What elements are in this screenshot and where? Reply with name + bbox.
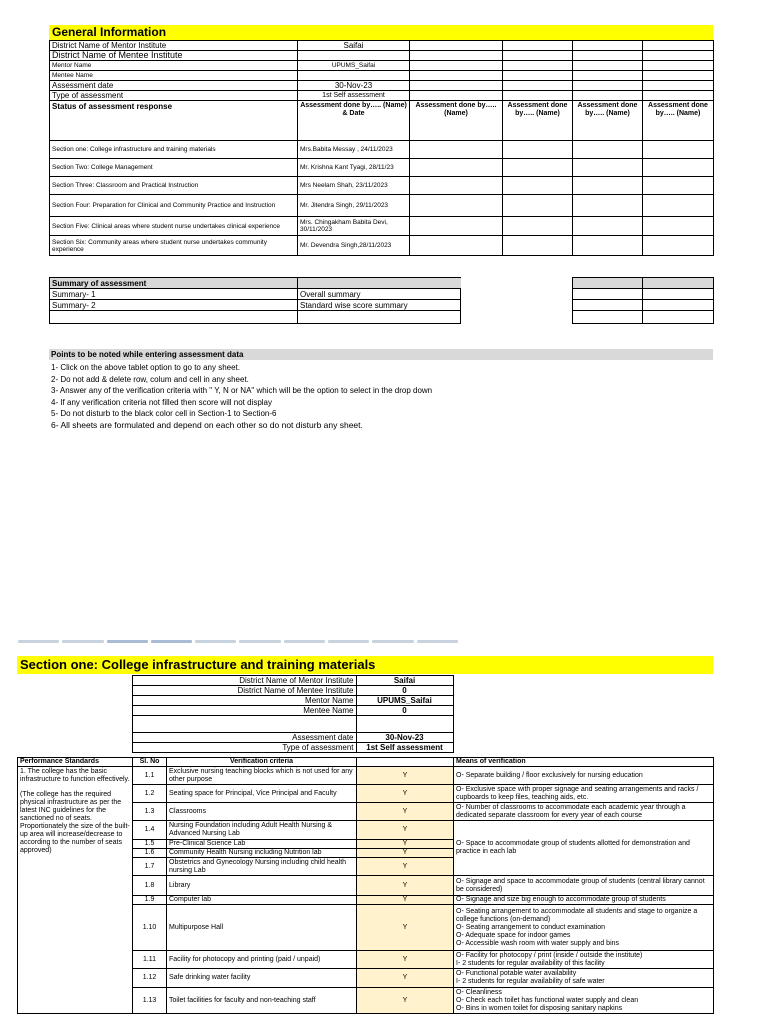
criteria-mov: O- Facility for photocopy / print (inside / outside the institute) I- 2 students for regular availability of this facility — [454, 951, 714, 969]
section-assessor[interactable]: Mrs. Chingakham Babita Devi, 30/11/2023 — [298, 217, 410, 236]
summary-row[interactable] — [50, 300, 714, 311]
section-one-info-table — [17, 675, 713, 753]
col-header-answer — [357, 758, 454, 767]
criteria-answer[interactable]: Y — [357, 767, 454, 785]
criteria-mov: O- Seating arrangement to accommodate all students and stage to organize a college functions (on-demand) O- Seating arrangement to conduct examination O- Adequate space for indoor games O- Accessible wash room with water supply and bins — [454, 905, 714, 951]
criteria-no: 1.13 — [133, 988, 167, 1014]
criteria-answer[interactable]: Y — [357, 785, 454, 803]
criteria-text: Toilet facilities for faculty and non-teaching staff — [167, 988, 357, 1014]
sheet-tab[interactable] — [372, 640, 413, 643]
section-label: Section Five: Clinical areas where student nurse undertakes clinical experience — [50, 217, 298, 236]
sheet-tab[interactable] — [328, 640, 369, 643]
sheet-tab[interactable] — [107, 640, 148, 643]
section-row — [50, 141, 714, 159]
criteria-no: 1.4 — [133, 821, 167, 840]
criteria-text: Multipurpose Hall — [167, 905, 357, 951]
criteria-no: 1.8 — [133, 876, 167, 896]
criteria-answer[interactable]: Y — [357, 969, 454, 988]
note-item: 1- Click on the above tablet option to go to any sheet. — [51, 363, 241, 372]
criteria-text: Facility for photocopy and printing (paid / unpaid) — [167, 951, 357, 969]
criteria-text: Pre-Clinical Science Lab — [167, 840, 357, 849]
criteria-text: Computer lab — [167, 896, 357, 905]
summary-label: Summary- 2 — [50, 300, 298, 311]
note-item: 6- All sheets are formulated and depend on each other so do not disturb any sheet. — [51, 419, 363, 430]
status-label: Status of assessment response — [50, 101, 298, 141]
info-label: Assessment date — [132, 733, 356, 743]
col-header-criteria: Verification criteria — [167, 758, 357, 767]
info-label: District Name of Mentor Institute — [132, 676, 356, 686]
sheet-tab[interactable] — [151, 640, 192, 643]
criteria-text: Nursing Foundation including Adult Health Nursing & Advanced Nursing Lab — [167, 821, 357, 840]
criteria-text: Safe drinking water facility — [167, 969, 357, 988]
criteria-no: 1.1 — [133, 767, 167, 785]
section-assessor[interactable]: Mr. Jitendra Singh, 29/11/2023 — [298, 195, 410, 217]
section-label: Section Three: Classroom and Practical Instruction — [50, 177, 298, 195]
criteria-answer[interactable]: Y — [357, 803, 454, 821]
note-item: 2- Do not add & delete row, colum and cell in any sheet. — [51, 374, 249, 384]
criteria-answer[interactable]: Y — [357, 858, 454, 876]
criteria-no: 1.11 — [133, 951, 167, 969]
criteria-answer[interactable]: Y — [357, 905, 454, 951]
section-one-criteria-table — [17, 757, 714, 1014]
info-label: Mentor Name — [50, 61, 298, 71]
criteria-answer[interactable]: Y — [357, 876, 454, 896]
col-header-slno: Sl. No — [133, 758, 167, 767]
criteria-no: 1.3 — [133, 803, 167, 821]
section-row — [50, 177, 714, 195]
section-label: Section Four: Preparation for Clinical and Community Practice and Instruction — [50, 195, 298, 217]
summary-label: Summary- 1 — [50, 289, 298, 300]
criteria-text: Obstetrics and Gynecology Nursing including child health nursing Lab — [167, 858, 357, 876]
info-row-mentor-name — [50, 61, 714, 71]
criteria-text: Library — [167, 876, 357, 896]
criteria-text: Classrooms — [167, 803, 357, 821]
criteria-mov: O- Signage and size big enough to accommodate group of students — [454, 896, 714, 905]
info-row-mentee-name — [50, 71, 714, 81]
sheet-tab[interactable] — [195, 640, 236, 643]
section-assessor[interactable]: Mr. Devendra Singh,28/11/2023 — [298, 236, 410, 256]
info-label: Mentee Name — [132, 706, 356, 716]
col-header-standards: Performance Standards — [18, 758, 133, 767]
section-assessor[interactable]: Mr. Krishna Kant Tyagi, 28/11/23 — [298, 159, 410, 177]
summary-title: Summary of assessment — [50, 278, 298, 289]
assessor-header: Assessment done by….. (Name) — [503, 101, 573, 141]
criteria-no: 1.7 — [133, 858, 167, 876]
criteria-mov: O- Exclusive space with proper signage and seating arrangements and racks / cupboards to keep files, teaching aids, etc. — [454, 785, 714, 803]
sheet-tab[interactable] — [62, 640, 103, 643]
info-value[interactable] — [298, 71, 410, 81]
criteria-answer[interactable]: Y — [357, 896, 454, 905]
info-value[interactable]: Saifai — [298, 41, 410, 51]
sheet-tab[interactable] — [417, 640, 458, 643]
criteria-answer[interactable]: Y — [357, 951, 454, 969]
info-label: Assessment date — [50, 81, 298, 91]
sheet-tab[interactable] — [18, 640, 59, 643]
criteria-text: Exclusive nursing teaching blocks which is not used for any other purpose — [167, 767, 357, 785]
info-value[interactable]: UPUMS_Saifai — [298, 61, 410, 71]
info-label: Mentor Name — [132, 696, 356, 706]
note-item: 4- If any verification criteria not filled then score will not display — [51, 397, 272, 407]
criteria-answer[interactable]: Y — [357, 840, 454, 849]
info-value: Saifai — [356, 676, 453, 686]
status-header-row — [50, 101, 714, 141]
info-row-assessment-type — [50, 91, 714, 101]
info-value[interactable]: 1st Self assessment — [298, 91, 410, 101]
criteria-answer[interactable]: Y — [357, 849, 454, 858]
info-label: Type of assessment — [50, 91, 298, 101]
criteria-no: 1.5 — [133, 840, 167, 849]
note-item: 5- Do not disturb to the black color cell in Section-1 to Section-6 — [51, 409, 277, 419]
criteria-mov: O- Separate building / floor exclusively for nursing education — [454, 767, 714, 785]
criteria-mov: O- Space to accommodate group of students allotted for demonstration and practice in each lab — [454, 821, 714, 876]
info-value: 0 — [356, 686, 453, 696]
criteria-mov: O- Cleanliness O- Check each toilet has functional water supply and clean O- Bins in women toilet for disposing sanitary napkins — [454, 988, 714, 1014]
sheet-tab[interactable] — [284, 640, 325, 643]
info-value: 0 — [356, 706, 453, 716]
criteria-mov: O- Number of classrooms to accommodate each academic year through a dedicated separate classroom for every year of each course — [454, 803, 714, 821]
info-label: District Name of Mentee Institute — [50, 51, 298, 61]
criteria-no: 1.12 — [133, 969, 167, 988]
criteria-no: 1.9 — [133, 896, 167, 905]
notes-title: Points to be noted while entering assessment data — [49, 349, 713, 360]
assessor-header: Assessment done by….. (Name) — [643, 101, 714, 141]
info-value[interactable] — [298, 51, 410, 61]
info-label: Type of assessment — [132, 743, 356, 753]
section-label: Section one: College infrastructure and training materials — [50, 141, 298, 159]
summary-row[interactable] — [50, 289, 714, 300]
sheet-tab[interactable] — [239, 640, 280, 643]
summary-link[interactable]: Standard wise score summary — [298, 300, 461, 311]
col-header-mov: Means of verification — [454, 758, 714, 767]
assessor-header: Assessment done by….. (Name) — [573, 101, 643, 141]
note-item: 3- Answer any of the verification criteria with " Y, N or NA" which will be the option to select in the drop down — [51, 386, 433, 396]
section-row — [50, 159, 714, 177]
notes-list — [51, 362, 711, 432]
info-row-mentee-district — [50, 51, 714, 61]
summary-header-row — [50, 278, 714, 289]
info-value: 30-Nov-23 — [356, 733, 453, 743]
performance-standard: 1. The college has the basic infrastructure to function effectively. (The college has the required physical infrastructure as per the latest INC guidelines for the sanctioned no of seats. Proportionately the size of the built-up area will increase/decrease to according to the number of seats approved) — [18, 767, 133, 1014]
info-value[interactable]: 30-Nov-23 — [298, 81, 410, 91]
sheet-tab-bar — [18, 640, 458, 646]
criteria-no: 1.10 — [133, 905, 167, 951]
section-assessor[interactable]: Mrs.Babita Messay , 24/11/2023 — [298, 141, 410, 159]
section-label: Section Six: Community areas where student nurse undertakes community experience — [50, 236, 298, 256]
criteria-answer[interactable]: Y — [357, 821, 454, 840]
section-one-title: Section one: College infrastructure and training materials — [17, 656, 713, 674]
info-label: Mentee Name — [50, 71, 298, 81]
summary-link[interactable]: Overall summary — [298, 289, 461, 300]
assessor-header: Assessment done by….. (Name) — [410, 101, 503, 141]
criteria-text: Community Health Nursing including Nutrition lab — [167, 849, 357, 858]
criteria-row — [18, 767, 714, 785]
info-label: District Name of Mentor Institute — [50, 41, 298, 51]
assessor-header: Assessment done by….. (Name) & Date — [298, 101, 410, 141]
general-info-title: General Information — [49, 25, 713, 40]
section-row — [50, 236, 714, 256]
info-label: District Name of Mentee Institute — [132, 686, 356, 696]
section-assessor[interactable]: Mrs Neelam Shah, 23/11/2023 — [298, 177, 410, 195]
criteria-no: 1.6 — [133, 849, 167, 858]
section-label: Section Two: College Management — [50, 159, 298, 177]
summary-table — [49, 277, 714, 324]
criteria-header-row — [18, 758, 714, 767]
criteria-text: Seating space for Principal, Vice Principal and Faculty — [167, 785, 357, 803]
info-value: 1st Self assessment — [356, 743, 453, 753]
section-row — [50, 217, 714, 236]
info-row-mentor-district — [50, 41, 714, 51]
section-row — [50, 195, 714, 217]
info-value: UPUMS_Saifai — [356, 696, 453, 706]
criteria-no: 1.2 — [133, 785, 167, 803]
info-row-assessment-date — [50, 81, 714, 91]
criteria-answer[interactable]: Y — [357, 988, 454, 1014]
criteria-mov: O- Functional potable water availability I- 2 students for regular availability of safe water — [454, 969, 714, 988]
criteria-mov: O- Signage and space to accommodate group of students (central library cannot be considered) — [454, 876, 714, 896]
general-info-table — [49, 40, 714, 256]
